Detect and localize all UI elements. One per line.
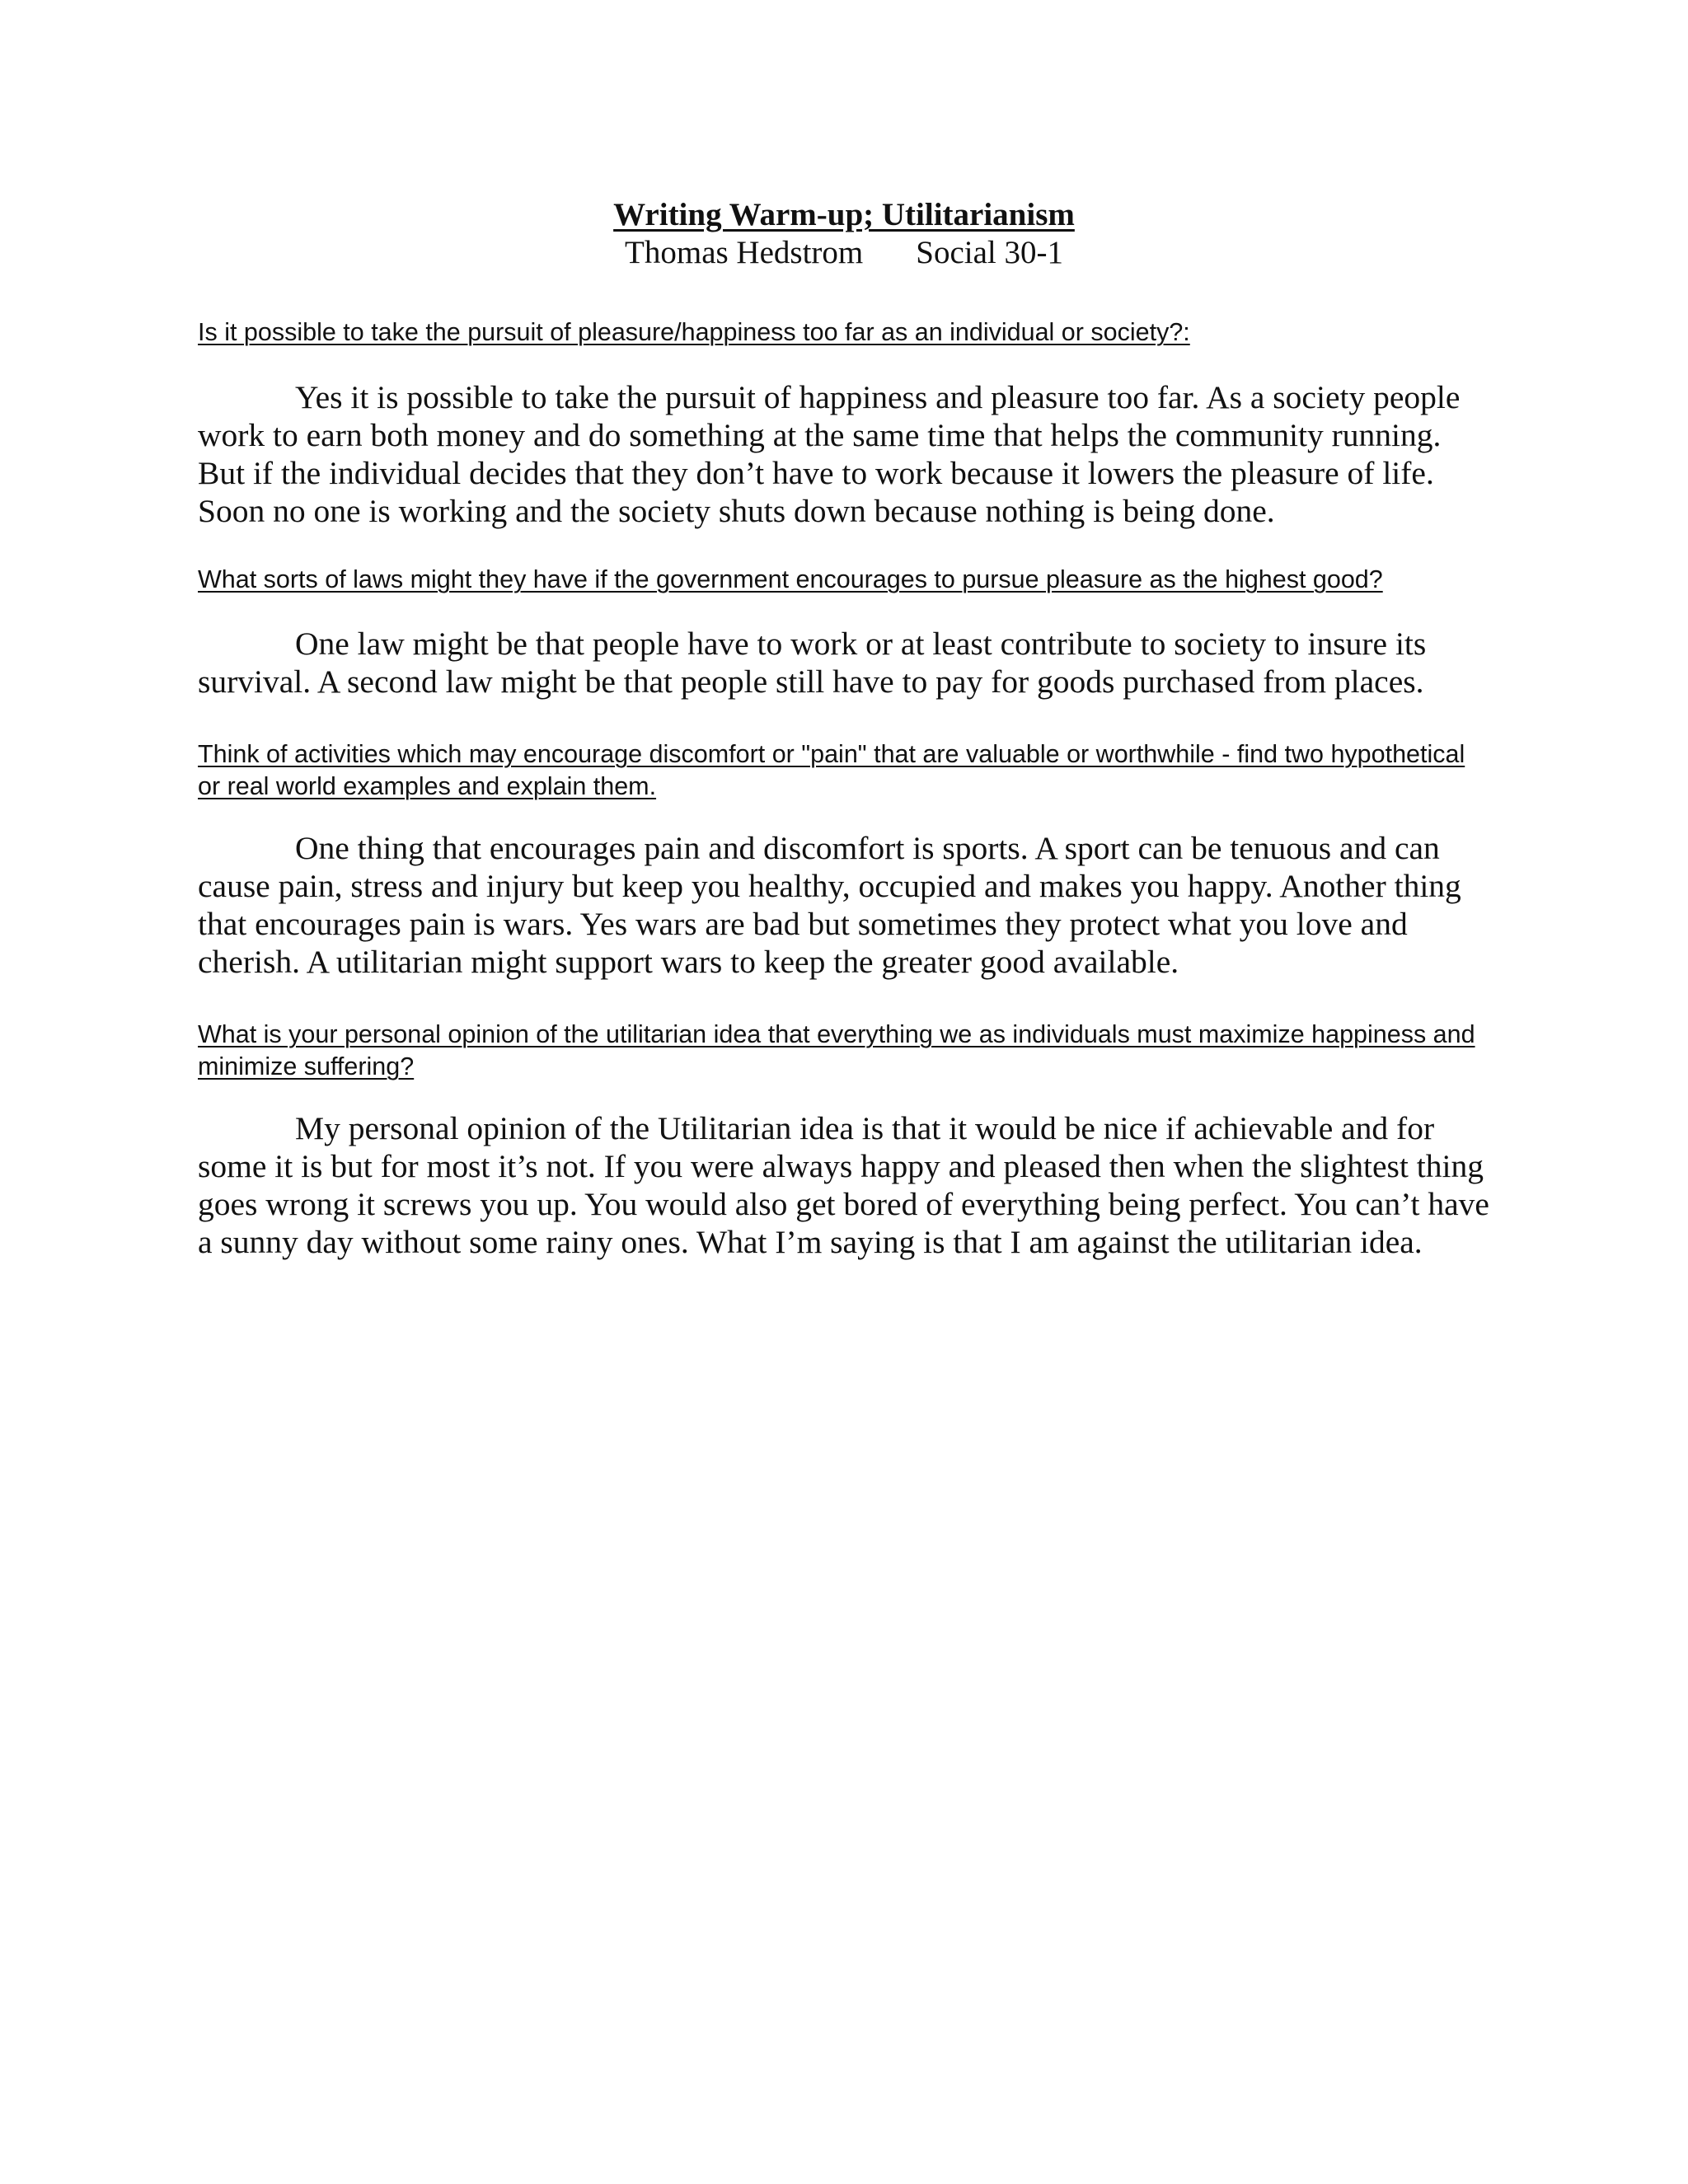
- answer-2: One law might be that people have to work or at least contribute to society to insure its survival. A second law might be that people still have to pay for goods purchased from places.: [198, 626, 1427, 700]
- author-name: Thomas Hedstrom: [625, 235, 864, 270]
- question-3: Think of activities which may encourage discomfort or "pain" that are valuable or worthwhile - find two hypothetical or real world examples and explain them.: [198, 740, 1465, 800]
- question-1: Is it possible to take the pursuit of pleasure/happiness too far as an individual or society?:: [198, 318, 1190, 346]
- question-4: What is your personal opinion of the utilitarian idea that everything we as individuals must maximize happiness and minimize suffering?: [198, 1020, 1475, 1080]
- question-2: What sorts of laws might they have if the government encourages to pursue pleasure as the highest good?: [198, 565, 1383, 593]
- document-byline: [198, 234, 1490, 272]
- course-name: Social 30-1: [916, 235, 1063, 270]
- document-body: [198, 196, 1490, 1261]
- document-title: Writing Warm-up; Utilitarianism: [613, 197, 1075, 232]
- answer-1: Yes it is possible to take the pursuit of happiness and pleasure too far. As a society people work to earn both money and do something at the same time that helps the community running. But if the individual decides that they don’t have to work because it lowers the pleasure of life. Soon no one is working and the society shuts down because nothing is being done.: [198, 379, 1461, 529]
- answer-4: My personal opinion of the Utilitarian idea is that it would be nice if achievable and for some it is but for most it’s not. If you were always happy and pleased then when the slightest thing goes wrong it screws you up. You would also get bored of everything being perfect. You can’t have a sunny day without some rainy ones. What I’m saying is that I am against the utilitarian idea.: [198, 1110, 1489, 1260]
- answer-3: One thing that encourages pain and discomfort is sports. A sport can be tenuous and can cause pain, stress and injury but keep you healthy, occupied and makes you happy. Another thing that encourages pain is wars. Yes wars are bad but sometimes they protect what you love and cherish. A utilitarian might support wars to keep the greater good available.: [198, 830, 1461, 980]
